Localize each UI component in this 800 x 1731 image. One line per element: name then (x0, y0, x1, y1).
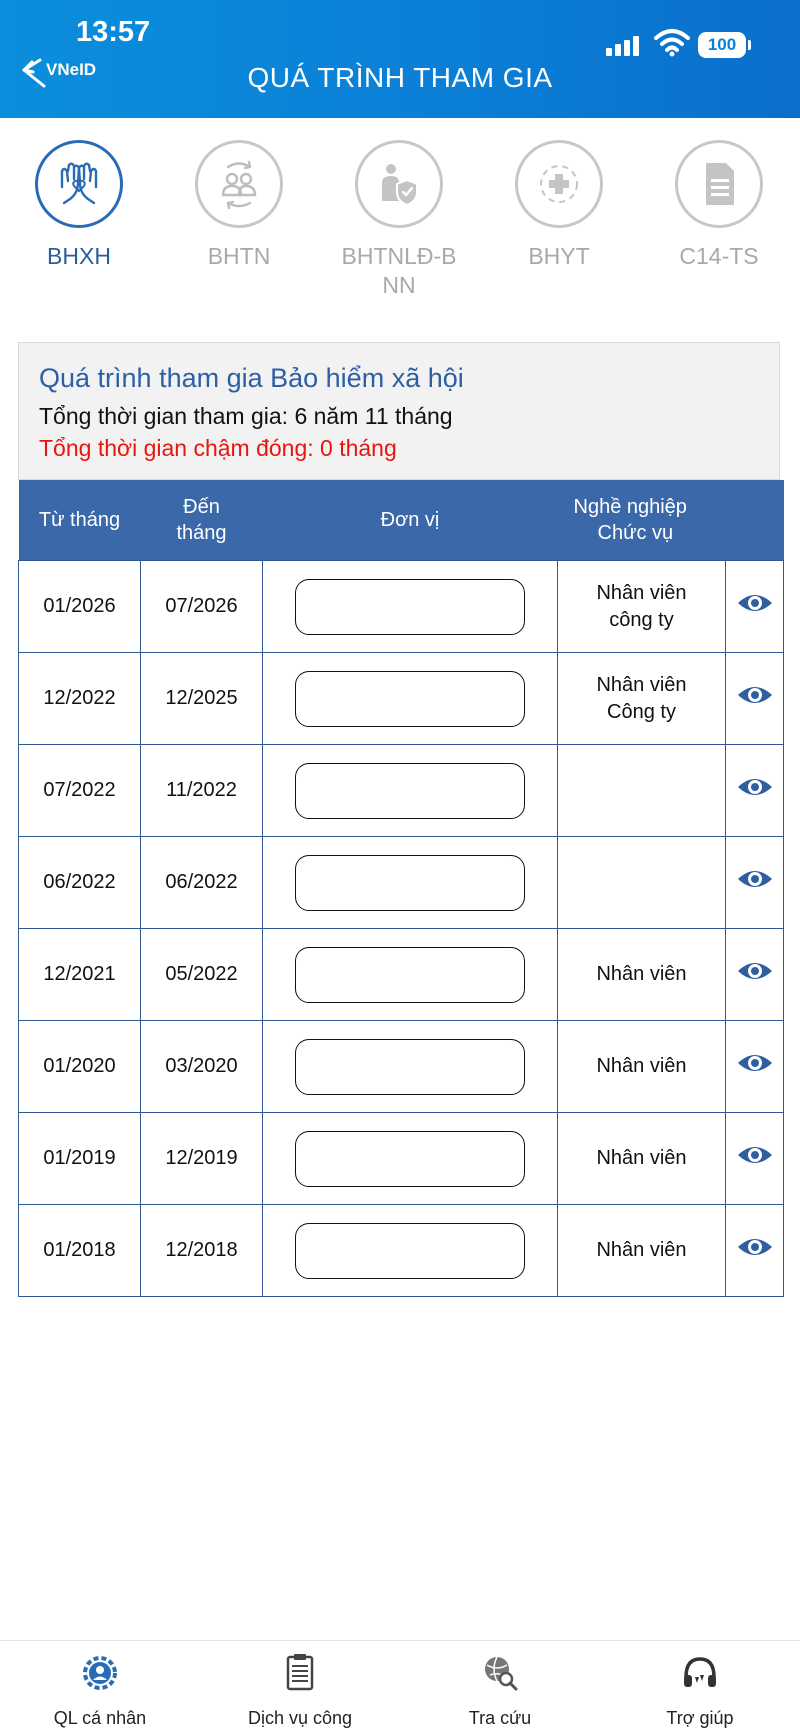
unit-name-box (295, 579, 525, 635)
header-to-line2: tháng (176, 522, 227, 544)
job-line1: Nhân viên (596, 1147, 687, 1169)
battery-icon: 100 (698, 32, 746, 58)
unit-name-box (295, 1039, 525, 1095)
battery-cap (748, 40, 751, 50)
cell-to: 11/2022 (141, 745, 263, 837)
unit-name-box (295, 947, 525, 1003)
bottom-nav (0, 1640, 800, 1731)
cell-unit (263, 1205, 558, 1297)
personal-gear-icon (80, 1653, 120, 1693)
tab-bhyt[interactable] (484, 140, 634, 271)
header-job-line1: Nghề nghiệp (573, 496, 687, 518)
cell-job (558, 561, 726, 653)
signal-icon (606, 34, 642, 56)
page-title: QUÁ TRÌNH THAM GIA (247, 62, 553, 93)
cell-view[interactable] (726, 929, 784, 1021)
job-line1: Nhân viên (596, 673, 687, 696)
tab-bhtn[interactable] (164, 140, 314, 271)
tab-label: C14-TS (679, 243, 759, 269)
worker-shield-icon (372, 157, 426, 211)
cell-unit (263, 1021, 558, 1113)
cell-to: 12/2018 (141, 1205, 263, 1297)
cell-to: 12/2019 (141, 1113, 263, 1205)
cell-job (558, 745, 726, 837)
tab-c14-ts[interactable] (644, 140, 794, 271)
job-line2: công ty (609, 608, 674, 631)
unit-name-box (295, 855, 525, 911)
cell-unit (263, 929, 558, 1021)
nav-dich-vu-cong[interactable] (200, 1653, 400, 1729)
job-line1: Nhân viên (596, 1239, 687, 1261)
cell-from: 01/2026 (19, 561, 141, 653)
nav-ql-ca-nhan[interactable] (0, 1653, 200, 1729)
cell-to: 03/2020 (141, 1021, 263, 1113)
cell-unit (263, 837, 558, 929)
cell-from: 01/2020 (19, 1021, 141, 1113)
unit-name-box (295, 1223, 525, 1279)
eye-icon[interactable] (736, 1051, 774, 1075)
wifi-icon (654, 28, 690, 58)
table-row (19, 561, 784, 653)
cell-unit (263, 561, 558, 653)
table-row (19, 745, 784, 837)
cell-job (558, 653, 726, 745)
unit-name-box (295, 671, 525, 727)
unit-name-box (295, 763, 525, 819)
eye-icon[interactable] (736, 775, 774, 799)
table-header-row (19, 480, 784, 561)
tab-label: BHXH (47, 243, 111, 269)
cell-view[interactable] (726, 745, 784, 837)
cell-to: 12/2025 (141, 653, 263, 745)
cell-view[interactable] (726, 561, 784, 653)
cell-job (558, 837, 726, 929)
cell-to: 06/2022 (141, 837, 263, 929)
tab-label: BHTNLĐ-BNN (341, 243, 457, 298)
cell-from: 12/2021 (19, 929, 141, 1021)
cell-view[interactable] (726, 1113, 784, 1205)
nav-tro-giup[interactable] (600, 1653, 800, 1729)
cell-from: 06/2022 (19, 837, 141, 929)
clipboard-icon (280, 1653, 320, 1693)
tab-icon-circle (515, 140, 603, 228)
header-job (558, 480, 784, 561)
job-line1: Nhân viên (596, 1055, 687, 1077)
job-line1: Nhân viên (596, 963, 687, 985)
cell-from: 07/2022 (19, 745, 141, 837)
status-time: 13:57 (76, 16, 151, 48)
cell-view[interactable] (726, 653, 784, 745)
medical-cross-icon (532, 157, 586, 211)
app-header (0, 0, 800, 118)
nav-label: Trợ giúp (666, 1708, 734, 1728)
header-job-line2: Chức vụ (597, 522, 674, 544)
summary-total-time: Tổng thời gian tham gia: 6 năm 11 tháng (39, 403, 453, 429)
eye-icon[interactable] (736, 683, 774, 707)
cell-job (558, 929, 726, 1021)
eye-icon[interactable] (736, 591, 774, 615)
people-exchange-icon (212, 157, 266, 211)
back-label: VNeID (46, 60, 97, 79)
header-from: Từ tháng (19, 480, 141, 561)
eye-icon[interactable] (736, 867, 774, 891)
table-row (19, 653, 784, 745)
summary-title: Quá trình tham gia Bảo hiểm xã hội (39, 363, 464, 393)
tab-icon-circle (355, 140, 443, 228)
nav-label: Tra cứu (468, 1708, 532, 1728)
cell-view[interactable] (726, 1205, 784, 1297)
cell-from: 12/2022 (19, 653, 141, 745)
tab-icon-circle (675, 140, 763, 228)
headset-icon (680, 1653, 720, 1693)
table-row (19, 929, 784, 1021)
header-to-line1: Đến (183, 496, 220, 518)
tab-bhxh[interactable] (4, 140, 154, 271)
summary-late-time: Tổng thời gian chậm đóng: 0 tháng (39, 435, 397, 461)
tab-icon-circle (35, 140, 123, 228)
cell-job (558, 1205, 726, 1297)
cell-job (558, 1021, 726, 1113)
eye-icon[interactable] (736, 959, 774, 983)
tab-label: BHTN (207, 243, 271, 269)
cell-view[interactable] (726, 1021, 784, 1113)
cell-from: 01/2018 (19, 1205, 141, 1297)
table-row (19, 1021, 784, 1113)
nav-label: Dịch vụ công (247, 1708, 353, 1728)
cell-unit (263, 745, 558, 837)
cell-unit (263, 653, 558, 745)
nav-label: QL cá nhân (53, 1708, 147, 1728)
job-line1: Nhân viên (596, 581, 687, 604)
header-unit: Đơn vị (263, 480, 558, 561)
job-line2: Công ty (607, 700, 676, 723)
eye-icon[interactable] (736, 1143, 774, 1167)
hands-heart-icon (52, 157, 106, 211)
eye-icon[interactable] (736, 1235, 774, 1259)
cell-view[interactable] (726, 837, 784, 929)
header-to (141, 480, 263, 561)
table-row (19, 837, 784, 929)
globe-search-icon (480, 1653, 520, 1693)
cell-job (558, 1113, 726, 1205)
unit-name-box (295, 1131, 525, 1187)
cell-from: 01/2019 (19, 1113, 141, 1205)
table-row (19, 1113, 784, 1205)
participation-table (18, 480, 784, 1297)
tab-icon-circle (195, 140, 283, 228)
summary-box (18, 342, 780, 480)
cell-unit (263, 1113, 558, 1205)
tab-label: BHYT (528, 243, 590, 269)
cell-to: 05/2022 (141, 929, 263, 1021)
table-row (19, 1205, 784, 1297)
tab-bhtnld-bnn[interactable] (324, 140, 474, 300)
nav-tra-cuu[interactable] (400, 1653, 600, 1729)
cell-to: 07/2026 (141, 561, 263, 653)
document-icon (692, 157, 746, 211)
